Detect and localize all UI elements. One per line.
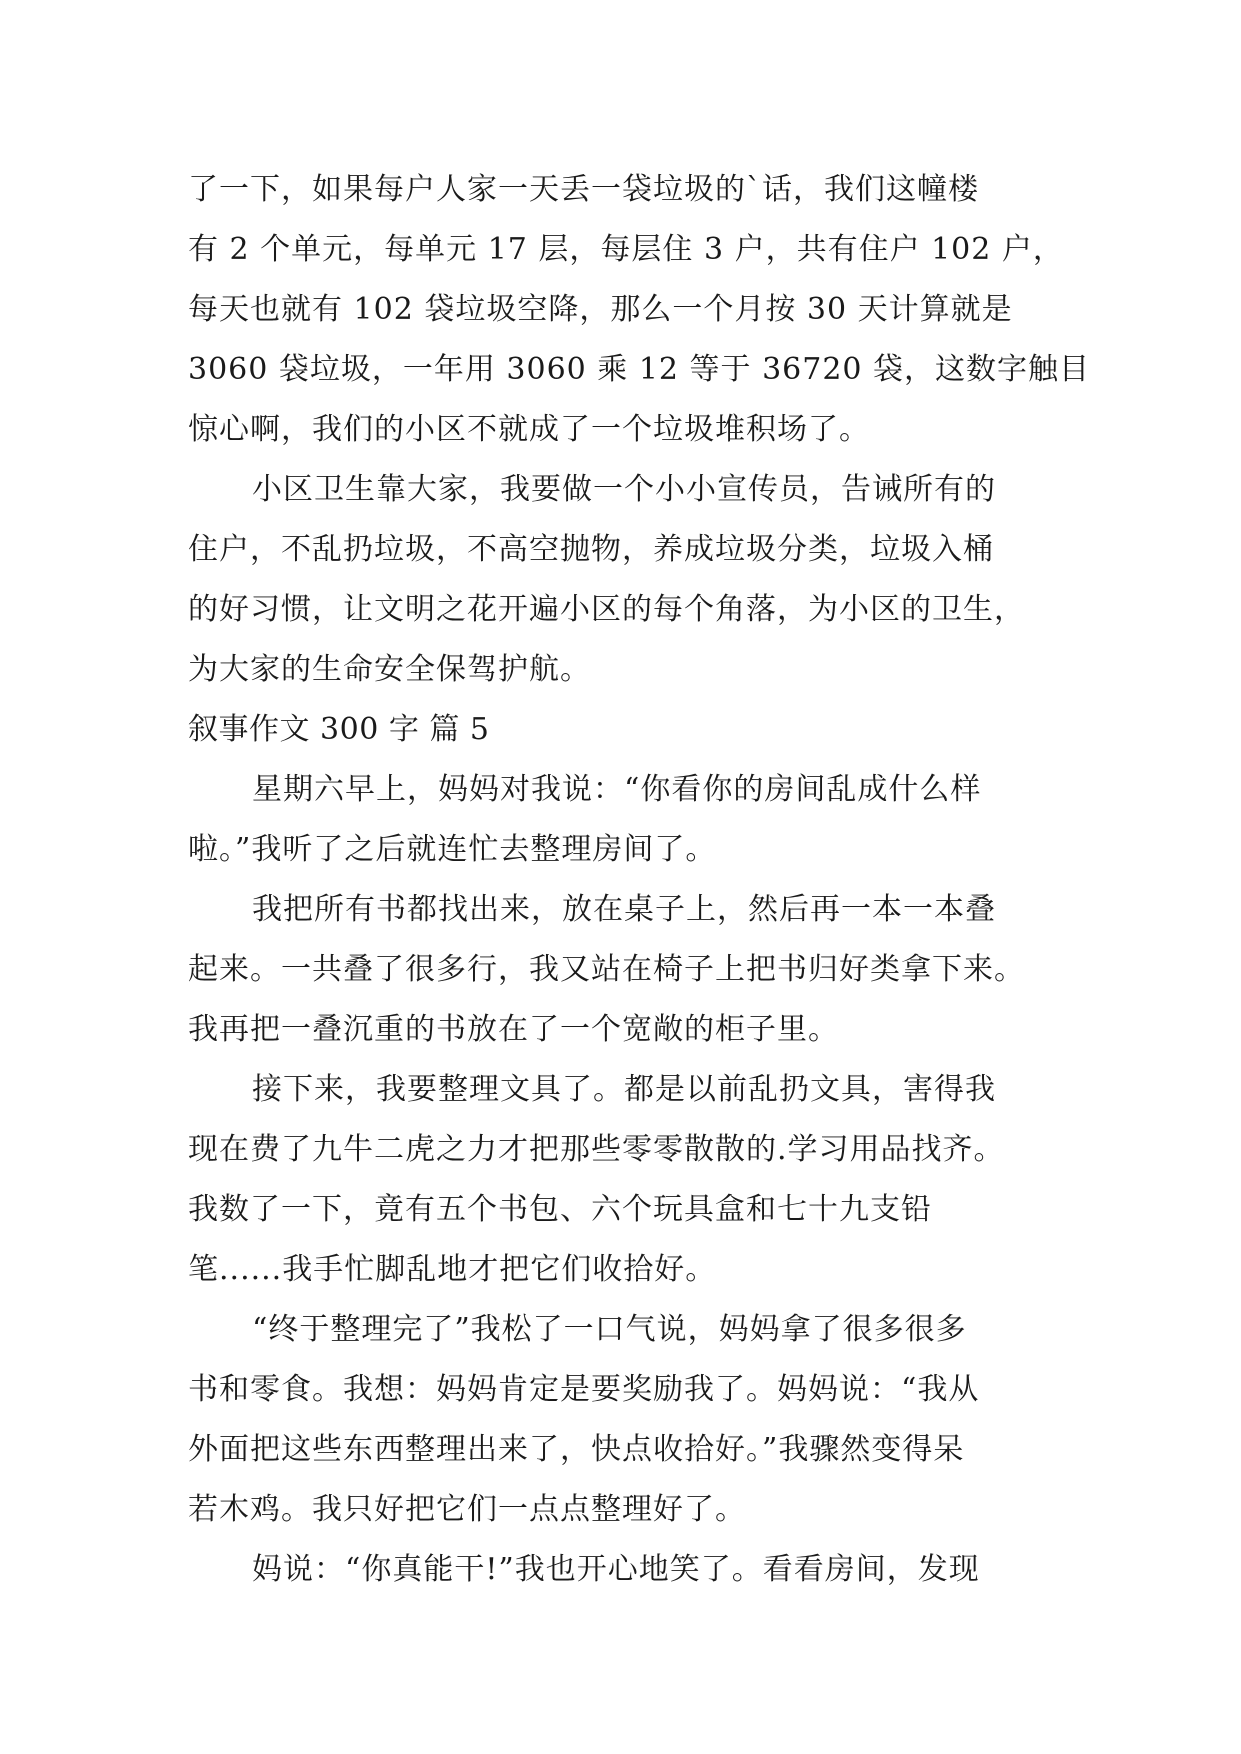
text-line: 书和零食。我想：妈妈肯定是要奖励我了。妈妈说：“我从	[188, 1372, 980, 1407]
text-line: 有 2 个单元，每单元 17 层，每层住 3 户，共有住户 102 户，	[188, 232, 1064, 267]
text-line: 起来。一共叠了很多行，我又站在椅子上把书归好类拿下来。	[188, 952, 1025, 987]
text-line: 住户，不乱扔垃圾，不高空抛物，养成垃圾分类，垃圾入桶	[188, 532, 994, 567]
text-line: 星期六早上，妈妈对我说：“你看你的房间乱成什么样	[252, 772, 982, 807]
document-body	[188, 160, 1091, 1600]
text-line: 外面把这些东西整理出来了，快点收拾好。”我骤然变得呆	[188, 1432, 965, 1467]
text-line: 接下来，我要整理文具了。都是以前乱扔文具，害得我	[252, 1072, 996, 1107]
text-line: 若木鸡。我只好把它们一点点整理好了。	[188, 1492, 746, 1527]
text-line: 啦。”我听了之后就连忙去整理房间了。	[188, 832, 717, 867]
text-line: 的好习惯，让文明之花开遍小区的每个角落，为小区的卫生，	[188, 592, 1025, 627]
section-heading: 叙事作文 300 字 篇 5	[188, 712, 490, 747]
text-line: 我把所有书都找出来，放在桌子上，然后再一本一本叠	[252, 892, 996, 927]
text-line: 了一下，如果每户人家一天丢一袋垃圾的`话，我们这幢楼	[188, 172, 979, 207]
text-line: 为大家的生命安全保驾护航。	[188, 652, 591, 687]
text-line: 3060 袋垃圾，一年用 3060 乘 12 等于 36720 袋，这数字触目	[188, 352, 1091, 387]
text-line: 现在费了九牛二虎之力才把那些零零散散的.学习用品找齐。	[188, 1132, 1005, 1167]
text-line: 小区卫生靠大家，我要做一个小小宣传员，告诫所有的	[252, 472, 996, 507]
text-line: “终于整理完了”我松了一口气说，妈妈拿了很多很多	[252, 1312, 967, 1347]
text-line: 我数了一下，竟有五个书包、六个玩具盒和七十九支铅	[188, 1192, 932, 1227]
text-line: 我再把一叠沉重的书放在了一个宽敞的柜子里。	[188, 1012, 839, 1047]
text-line: 笔......我手忙脚乱地才把它们收拾好。	[188, 1252, 717, 1287]
text-line: 妈说：“你真能干!”我也开心地笑了。看看房间，发现	[252, 1552, 980, 1587]
text-line: 惊心啊，我们的小区不就成了一个垃圾堆积场了。	[188, 412, 870, 447]
text-line: 每天也就有 102 袋垃圾空降，那么一个月按 30 天计算就是	[188, 292, 1013, 327]
